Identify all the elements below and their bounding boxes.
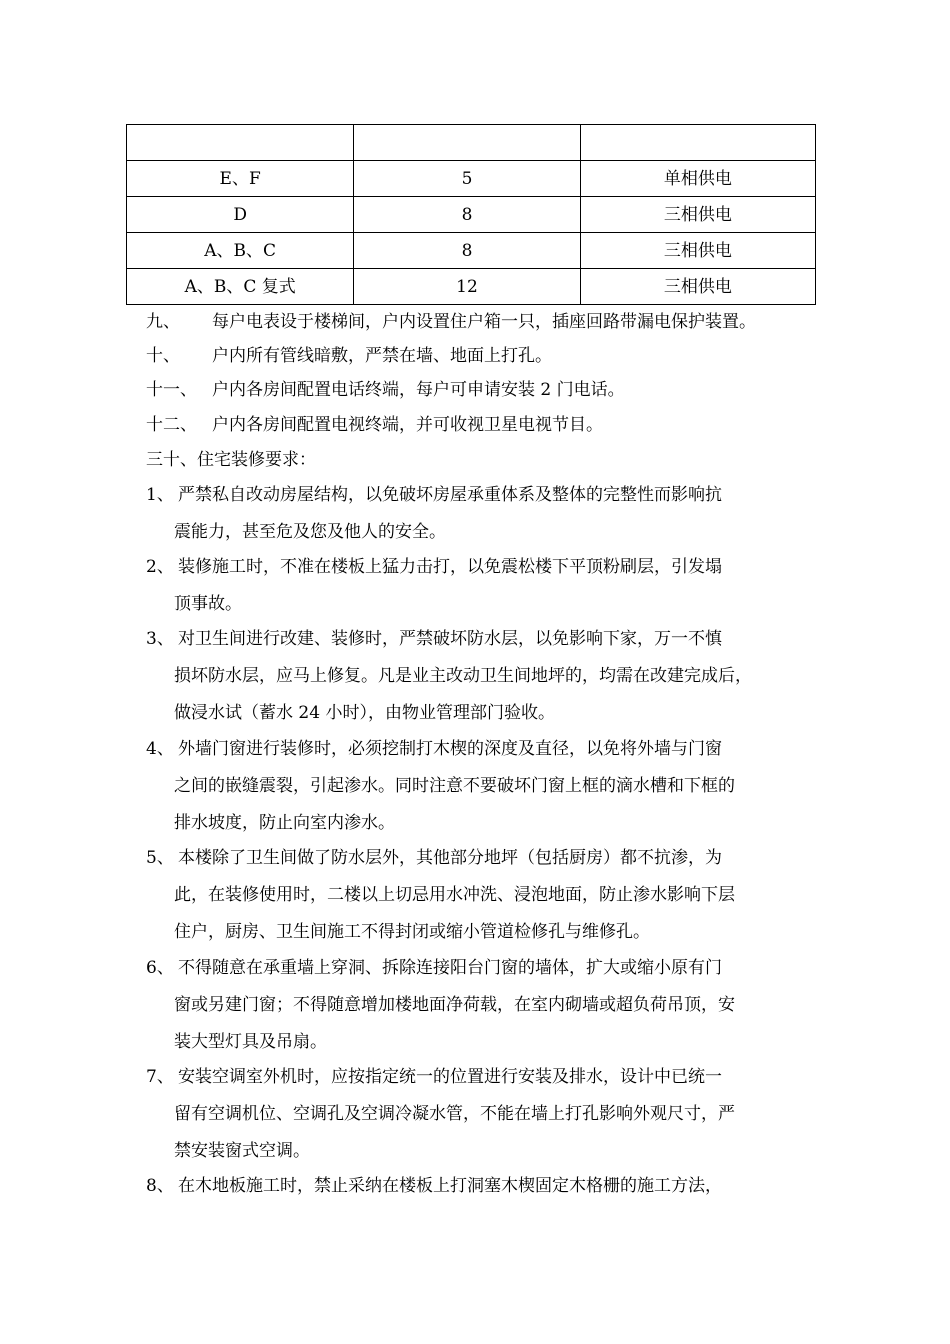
- item-line: 做浸水试（蓄水 24 小时），由物业管理部门验收。: [174, 703, 555, 723]
- item-marker: 5、: [146, 848, 174, 868]
- table-row: [127, 269, 816, 305]
- table-cell-supply-type: 三相供电: [580, 233, 815, 269]
- item-marker: 3、: [146, 629, 174, 649]
- item-line: 震能力，甚至危及您及他人的安全。: [174, 522, 446, 542]
- item-line: 本楼除了卫生间做了防水层外，其他部分地坪（包括厨房）都不抗渗，为: [178, 848, 722, 868]
- item-line: 损坏防水层，应马上修复。凡是业主改动卫生间地坪的，均需在改建完成后，: [174, 666, 752, 686]
- list-item: [146, 414, 603, 436]
- item-line: 安装空调室外机时，应按指定统一的位置进行安装及排水，设计中已统一: [178, 1067, 722, 1087]
- requirement-item: [146, 556, 826, 614]
- item-line: 此，在装修使用时，二楼以上切忌用水冲洗、浸泡地面，防止渗水影响下层: [174, 885, 735, 905]
- item-line: 外墙门窗进行装修时，必须挖制打木楔的深度及直径，以免将外墙与门窗: [178, 739, 722, 759]
- item-line: 不得随意在承重墙上穿洞、拆除连接阳台门窗的墙体，扩大或缩小原有门: [178, 958, 722, 978]
- table-cell-supply-type: 三相供电: [580, 269, 815, 305]
- table-row: [127, 161, 816, 197]
- item-text: 户内所有管线暗敷，严禁在墙、地面上打孔。: [212, 346, 552, 366]
- table-cell-unit-type: A、B、C 复式: [127, 269, 354, 305]
- table-cell-unit-type: A、B、C: [127, 233, 354, 269]
- item-marker: 十、: [146, 346, 180, 366]
- table-cell-supply-type: 三相供电: [580, 197, 815, 233]
- list-item: [146, 311, 756, 333]
- item-marker: 九、: [146, 312, 180, 332]
- table-header-row: [127, 125, 816, 161]
- power-supply-table: [126, 124, 816, 305]
- item-marker: 2、: [146, 557, 174, 577]
- list-item: [146, 345, 552, 367]
- item-marker: 7、: [146, 1067, 174, 1087]
- requirement-item: [146, 957, 826, 1052]
- item-marker: 十二、: [146, 415, 197, 435]
- table-cell-capacity: 8: [354, 233, 580, 269]
- table-cell-unit-type: E、F: [127, 161, 354, 197]
- item-line: 严禁私自改动房屋结构，以免破坏房屋承重体系及整体的完整性而影响抗: [178, 485, 722, 505]
- requirement-item: [146, 1066, 826, 1161]
- table-cell-capacity: 8: [354, 197, 580, 233]
- item-line: 住户，厨房、卫生间施工不得封闭或缩小管道检修孔与维修孔。: [174, 922, 650, 942]
- requirement-item: [146, 1175, 826, 1197]
- item-line: 顶事故。: [174, 594, 242, 614]
- item-marker: 6、: [146, 958, 174, 978]
- table-cell-unit-type: D: [127, 197, 354, 233]
- item-line: 禁安装窗式空调。: [174, 1141, 310, 1161]
- item-text: 户内各房间配置电视终端，并可收视卫星电视节目。: [212, 415, 603, 435]
- table-row: [127, 233, 816, 269]
- table-cell: [580, 125, 815, 161]
- item-marker: 十一、: [146, 380, 197, 400]
- table-cell: [127, 125, 354, 161]
- item-line: 在木地板施工时，禁止采纳在楼板上打洞塞木楔固定木格栅的施工方法，: [178, 1176, 722, 1196]
- item-text: 户内各房间配置电话终端，每户可申请安装 2 门电话。: [212, 380, 625, 400]
- table-cell-supply-type: 单相供电: [580, 161, 815, 197]
- requirement-item: [146, 484, 826, 542]
- item-line: 装大型灯具及吊扇。: [174, 1032, 327, 1052]
- item-line: 装修施工时，不准在楼板上猛力击打，以免震松楼下平顶粉刷层，引发塌: [178, 557, 722, 577]
- section-heading: 三十、住宅装修要求：: [146, 450, 316, 470]
- item-marker: 4、: [146, 739, 174, 759]
- requirement-item: [146, 847, 826, 942]
- list-item: [146, 379, 625, 401]
- item-marker: 1、: [146, 485, 174, 505]
- item-line: 排水坡度，防止向室内渗水。: [174, 813, 395, 833]
- item-line: 之间的嵌缝震裂，引起渗水。同时注意不要破坏门窗上框的滴水槽和下框的: [174, 776, 735, 796]
- item-text: 每户电表设于楼梯间，户内设置住户箱一只，插座回路带漏电保护装置。: [212, 312, 756, 332]
- item-line: 窗或另建门窗；不得随意增加楼地面净荷载，在室内砌墙或超负荷吊顶，安: [174, 995, 735, 1015]
- table-cell-capacity: 5: [354, 161, 580, 197]
- table-cell: [354, 125, 580, 161]
- table-cell-capacity: 12: [354, 269, 580, 305]
- requirement-item: [146, 738, 826, 833]
- table-row: [127, 197, 816, 233]
- item-line: 对卫生间进行改建、装修时，严禁破坏防水层，以免影响下家，万一不慎: [178, 629, 722, 649]
- item-marker: 8、: [146, 1176, 174, 1196]
- requirement-item: [146, 628, 826, 723]
- item-line: 留有空调机位、空调孔及空调冷凝水管，不能在墙上打孔影响外观尺寸，严: [174, 1104, 735, 1124]
